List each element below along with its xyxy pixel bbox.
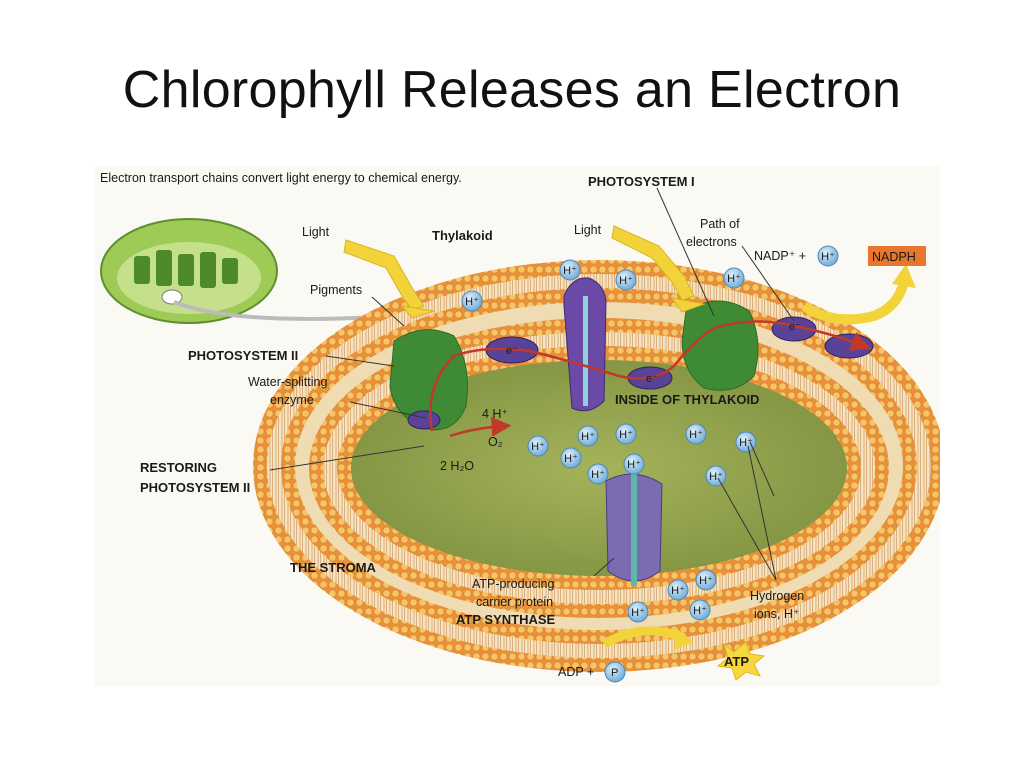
label-hydrogen: Hydrogen xyxy=(750,589,805,603)
label-photosystem-i: PHOTOSYSTEM I xyxy=(588,174,695,189)
label-the-stroma: THE STROMA xyxy=(290,560,376,575)
h-ion xyxy=(561,448,581,468)
label-light-right: Light xyxy=(574,223,602,237)
label-4h: 4 H⁺ xyxy=(482,407,509,421)
label-water-splitting: Water-splitting xyxy=(248,375,328,389)
svg-text:H⁺: H⁺ xyxy=(631,607,645,619)
label-restoring-2: PHOTOSYSTEM II xyxy=(140,480,251,495)
label-atp: ATP xyxy=(724,654,750,669)
h-ion xyxy=(624,454,644,474)
label-light-left: Light xyxy=(302,225,330,239)
proton-pump-protein xyxy=(564,278,606,411)
h-ion xyxy=(690,600,710,620)
label-electrons: electrons xyxy=(686,235,737,249)
svg-text:e⁻: e⁻ xyxy=(506,345,518,357)
diagram-svg xyxy=(94,166,940,686)
svg-text:H⁺: H⁺ xyxy=(619,429,633,441)
h-ion xyxy=(628,602,648,622)
svg-text:H⁺: H⁺ xyxy=(563,265,577,277)
label-nadph: NADPH xyxy=(872,250,916,264)
label-atp-producing: ATP-producing xyxy=(472,577,555,591)
label-carrier-protein: carrier protein xyxy=(476,595,554,609)
label-path-of: Path of xyxy=(700,217,740,231)
svg-text:H⁺: H⁺ xyxy=(619,275,633,287)
label-adp-plus: ADP + xyxy=(558,665,595,679)
svg-text:H⁺: H⁺ xyxy=(627,459,641,471)
svg-text:H⁺: H⁺ xyxy=(671,585,685,597)
svg-text:H⁺: H⁺ xyxy=(727,273,741,285)
nadph-arrow xyxy=(804,264,916,319)
electron-marker-2 xyxy=(646,373,658,385)
label-photosystem-ii: PHOTOSYSTEM II xyxy=(188,348,299,363)
svg-text:e⁻: e⁻ xyxy=(646,373,658,385)
figure-caption: Electron transport chains convert light energy to chemical energy. xyxy=(100,171,462,185)
h-ion xyxy=(560,260,580,280)
h-ion xyxy=(696,570,716,590)
label-2h2o: 2 H₂O xyxy=(440,459,475,473)
atp-synthase-protein xyxy=(606,466,662,586)
label-atp-synthase: ATP SYNTHASE xyxy=(456,612,556,627)
label-pigments: Pigments xyxy=(310,283,363,297)
h-ion xyxy=(706,466,726,486)
svg-text:H⁺: H⁺ xyxy=(581,431,595,443)
svg-text:H⁺: H⁺ xyxy=(689,429,703,441)
label-restoring-1: RESTORING xyxy=(140,460,218,475)
h-ion xyxy=(616,270,636,290)
label-o2: O₂ xyxy=(488,435,503,449)
h-ion xyxy=(528,436,548,456)
svg-text:H⁺: H⁺ xyxy=(699,575,713,587)
label-enzyme: enzyme xyxy=(270,393,314,407)
svg-text:H⁺: H⁺ xyxy=(531,441,545,453)
label-p: P xyxy=(611,667,619,679)
svg-text:H⁺: H⁺ xyxy=(739,437,753,449)
svg-text:H⁺: H⁺ xyxy=(564,453,578,465)
svg-text:H⁺: H⁺ xyxy=(821,251,835,263)
h-ion xyxy=(668,580,688,600)
h-ion xyxy=(616,424,636,444)
label-ions-h: ions, H⁺ xyxy=(754,607,800,621)
h-ion xyxy=(578,426,598,446)
thylakoid-diagram xyxy=(94,166,940,686)
svg-text:H⁺: H⁺ xyxy=(709,471,723,483)
label-inside-thylakoid: INSIDE OF THYLAKOID xyxy=(615,392,760,407)
svg-text:e⁻: e⁻ xyxy=(789,321,801,333)
svg-text:H⁺: H⁺ xyxy=(465,296,479,308)
h-ion xyxy=(588,464,608,484)
h-ion xyxy=(462,291,482,311)
slide-title: Chlorophyll Releases an Electron xyxy=(122,61,902,119)
electron-marker-3 xyxy=(789,321,801,333)
h-ion xyxy=(818,246,838,266)
label-nadp-plus: NADP⁺ + xyxy=(754,249,807,263)
h-ion xyxy=(724,268,744,288)
label-thylakoid: Thylakoid xyxy=(432,228,493,243)
svg-text:H⁺: H⁺ xyxy=(693,605,707,617)
electron-marker-1 xyxy=(506,345,518,357)
h-ion xyxy=(686,424,706,444)
chloroplast-illustration xyxy=(101,219,394,323)
svg-text:H⁺: H⁺ xyxy=(591,469,605,481)
